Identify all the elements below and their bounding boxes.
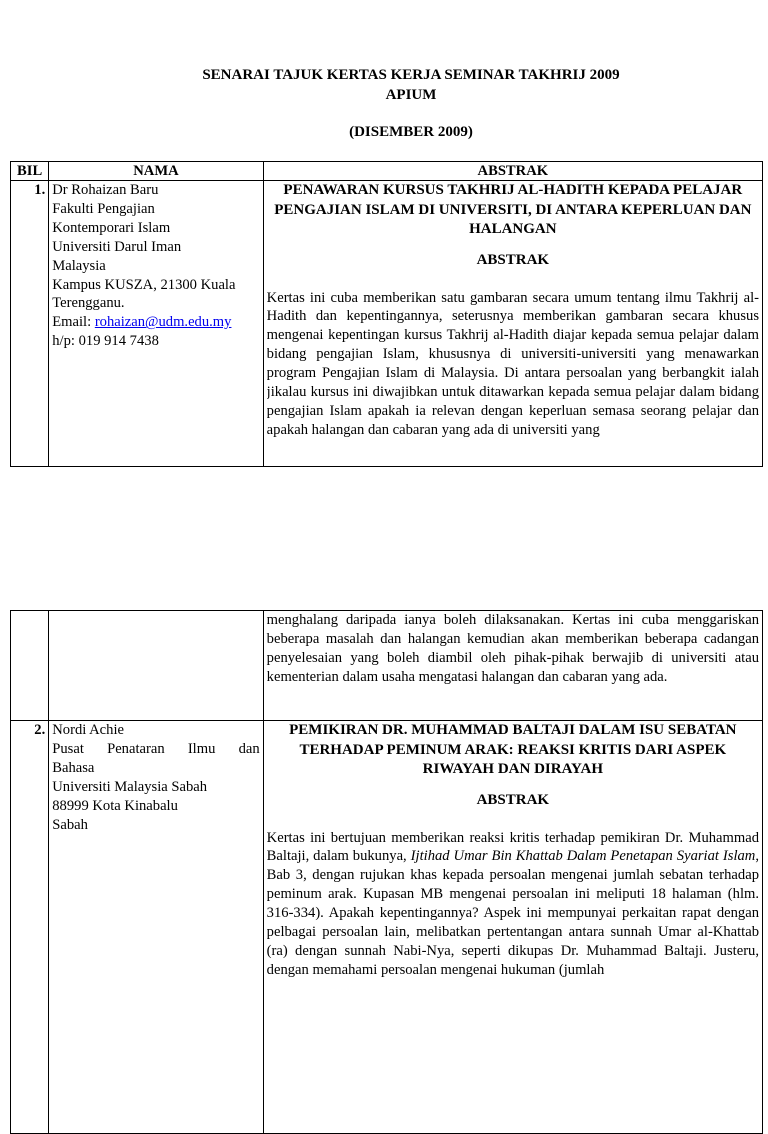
paper-title: PENAWARAN KURSUS TAKHRIJ AL-HADITH KEPADA PELAJAR PENGAJIAN ISLAM DI UNIVERSITI, DI ANTARA KEPERLUAN DAN HALANGAN <box>274 182 752 237</box>
table-row <box>11 181 763 467</box>
email-label: Email: <box>52 314 95 331</box>
author-info-empty <box>49 611 263 721</box>
author-affiliation-line: Bahasa <box>52 759 95 776</box>
paper-title: PEMIKIRAN DR. MUHAMMAD BALTAJI DALAM ISU SEBATAN TERHADAP PEMINUM ARAK: REAKSI KRITIS DARI ASPEK RIWAYAH DAN DIRAYAH <box>289 722 737 777</box>
author-affiliation-line: Fakulti Pengajian <box>52 200 155 217</box>
abstract-text-continued: menghalang daripada ianya boleh dilaksanakan. Kertas ini cuba menggariskan beberapa masalah dan halangan kemudian akan memberikan beberapa cadangan penyelesaian yang boleh diambil oleh pihak-pihak berwajib di universiti atau kementerian dalam usaha mengatasi halangan dan cabaran yang ada. <box>266 612 759 685</box>
author-affiliation-line: Universiti Darul Iman <box>52 238 182 255</box>
author-info <box>49 181 263 467</box>
author-affiliation-line: Kontemporari Islam <box>52 219 171 236</box>
document-subtitle: APIUM <box>385 87 437 103</box>
abstract-text <box>267 829 759 980</box>
author-address-line: Sabah <box>52 816 88 833</box>
document-date: (DISEMBER 2009) <box>349 124 473 140</box>
author-address-line: Kampus KUSZA, 21300 Kuala <box>52 276 236 293</box>
author-name: Dr Rohaizan Baru <box>52 182 159 198</box>
email-link[interactable]: rohaizan@udm.edu.my <box>94 314 232 331</box>
column-header-abstrak: ABSTRAK <box>263 162 762 181</box>
table-row <box>11 721 763 1134</box>
abstract-cell <box>263 721 762 1134</box>
author-email-line <box>52 313 259 332</box>
paper-table-page2 <box>10 610 763 1134</box>
abstract-cell <box>263 181 762 467</box>
author-name: Nordi Achie <box>52 722 124 738</box>
author-address-line: Terengganu. <box>52 295 125 312</box>
abstract-heading: ABSTRAK <box>476 791 550 808</box>
row-number: 2. <box>11 721 49 1134</box>
column-header-nama: NAMA <box>49 162 263 181</box>
author-affiliation-line: Malaysia <box>52 257 106 274</box>
document-title: SENARAI TAJUK KERTAS KERJA SEMINAR TAKHRIJ 2009 <box>202 67 620 83</box>
abstract-text-part: Kertas ini bertujuan memberikan reaksi kritis terhadap pemikiran Dr. Muhammad Baltaji, dalam bukunya, <box>266 829 759 865</box>
column-header-bil: BIL <box>11 162 49 181</box>
book-title: Ijtihad Umar Bin Khattab Dalam Penetapan Syariat Islam <box>410 848 756 865</box>
row-number-empty <box>11 611 49 721</box>
abstract-text-part: , Bab 3, dengan rujukan khas kepada persoalan mengenai jumlah sebatan terhadap peminum arak. Kupasan MB mengenai persoalan ini meliputi 18 halaman (hlm. 316-334). Apakah kepentingannya? Aspek ini mempunyai perkaitan rapat dengan pelbagai persoalan lain, melibatkan pertentangan antara sunnah Umar al-Khattab (ra) dengan sunnah Nabi-Nya, seperti dikupas Dr. Muhammad Baltaji. Justeru, dengan memahami persoalan mengenai hukuman (jumlah <box>266 848 759 978</box>
author-address-line: 88999 Kota Kinabalu <box>52 797 178 814</box>
row-number: 1. <box>11 181 49 467</box>
abstract-text: Kertas ini cuba memberikan satu gambaran secara umum tentang ilmu Takhrij al-Hadith dan kepentingannya, seterusnya memberikan gambaran secara khusus mengenai kepentingan kursus Takhrij al-Hadith diajar kepada semua pelajar dalam bidang pengajian Islam, khususnya di universiti-universiti yang menawarkan program Pengajian Islam di Malaysia. Di antara persoalan yang berbangkit ialah jikalau kursus ini diwajibkan untuk ditawarkan kepada semua pelajar dalam bidang pengajian Islam apakah ia relevan dengan keperluan semasa seorang pelajar dan apakah halangan dan cabaran yang ada di universiti yang <box>266 289 759 438</box>
abstract-cell-continued <box>263 611 762 721</box>
paper-table-page1 <box>10 161 763 467</box>
author-affiliation-line: Pusat Penataran Ilmu dan <box>52 740 260 757</box>
abstract-heading: ABSTRAK <box>476 251 550 268</box>
author-info <box>49 721 263 1134</box>
table-row <box>11 611 763 721</box>
table-header-row <box>11 162 763 181</box>
author-affiliation-line: Universiti Malaysia Sabah <box>52 778 208 795</box>
author-phone: h/p: 019 914 7438 <box>52 333 159 350</box>
